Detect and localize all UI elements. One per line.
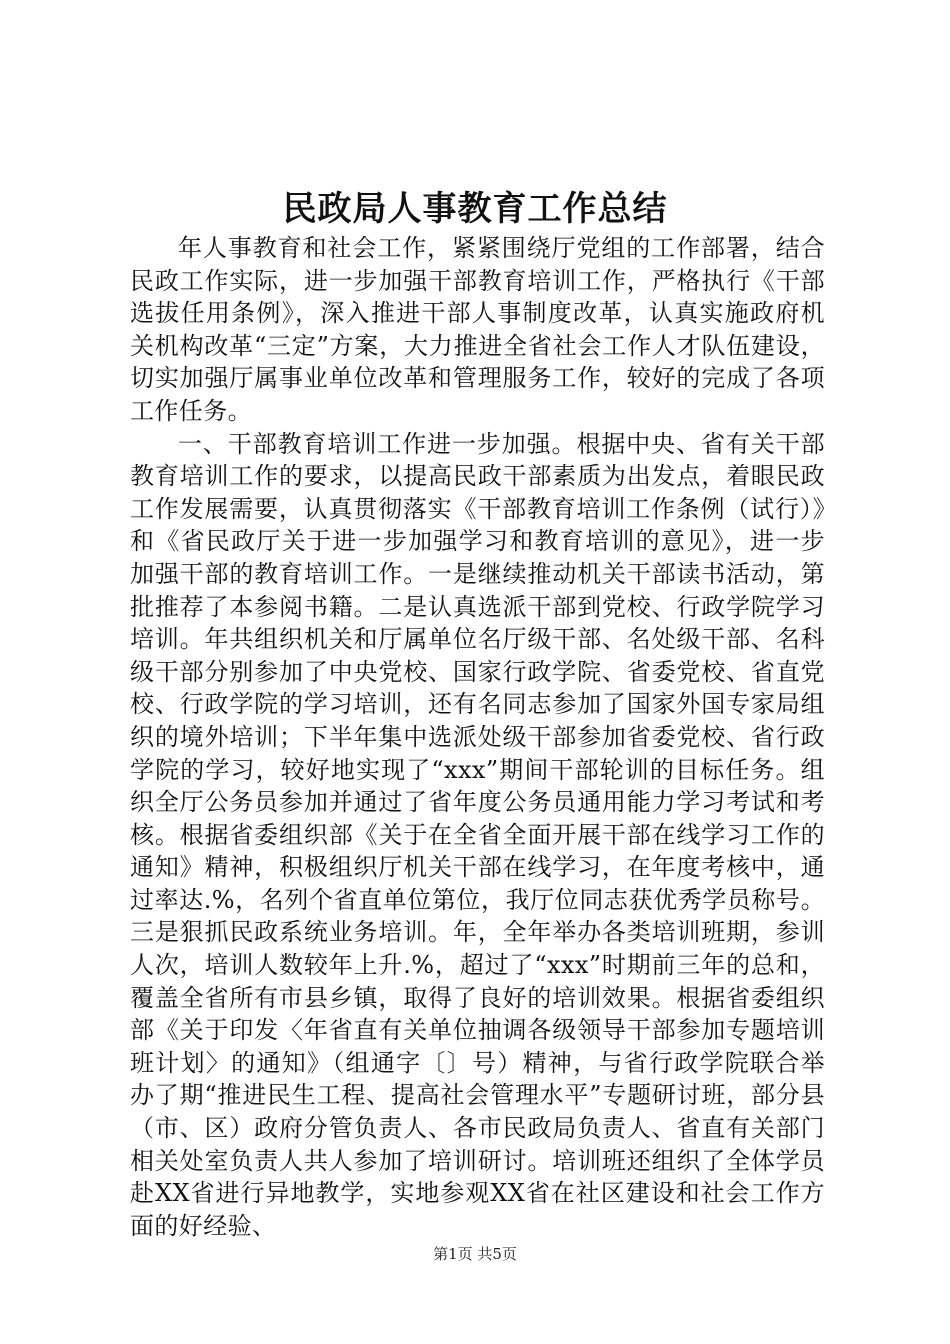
document-body xyxy=(130,232,825,1242)
paragraph-section-1: 一、干部教育培训工作进一步加强。根据中央、省有关干部教育培训工作的要求，以提高民政干部素质为出发点，着眼民政工作发展需要，认真贯彻落实《干部教育培训工作条例（试行）》和《省民政厅关于进一步加强学习和教育培训的意见》，进一步加强干部的教育培训工作。一是继续推动机关干部读书活动，第批推荐了本参阅书籍。二是认真选派干部到党校、行政学院学习培训。年共组织机关和厅属单位名厅级干部、名处级干部、名科级干部分别参加了中央党校、国家行政学院、省委党校、省直党校、行政学院的学习培训，还有名同志参加了国家外国专家局组织的境外培训；下半年集中选派处级干部参加省委党校、省行政学院的学习，较好地实现了“xxx”期间干部轮训的目标任务。组织全厅公务员参加并通过了省年度公务员通用能力学习考试和考核。根据省委组织部《关于在全省全面开展干部在线学习工作的通知》精神，积极组织厅机关干部在线学习，在年度考核中，通过率达.%，名列个省直单位第位，我厅位同志获优秀学员称号。三是狠抓民政系统业务培训。年，全年举办各类培训班期，参训人次，培训人数较年上升.%，超过了“xxx”时期前三年的总和，覆盖全省所有市县乡镇，取得了良好的培训效果。根据省委组织部《关于印发〈年省直有关单位抽调各级领导干部参加专题培训班计划〉的通知》（组通字〔〕号）精神，与省行政学院联合举办了期“推进民生工程、提高社会管理水平”专题研讨班，部分县（市、区）政府分管负责人、各市民政局负责人、省直有关部门相关处室负责人共人参加了培训研讨。培训班还组织了全体学员赴XX省进行异地教学，实地参观XX省在社区建设和社会工作方面的好经验、 xyxy=(130,429,825,1240)
document-title: 民政局人事教育工作总结 xyxy=(282,189,668,229)
paragraph-intro: 年人事教育和社会工作，紧紧围绕厅党组的工作部署，结合民政工作实际，进一步加强干部教育培训工作，严格执行《干部选拔任用条例》，深入推进干部人事制度改革，认真实施政府机关机构改革“三定”方案，大力推进全省社会工作人才队伍建设，切实加强厅属事业单位改革和管理服务工作，较好的完成了各项工作任务。 xyxy=(130,234,825,425)
page-number-footer: 第1页 共5页 xyxy=(433,1245,517,1263)
